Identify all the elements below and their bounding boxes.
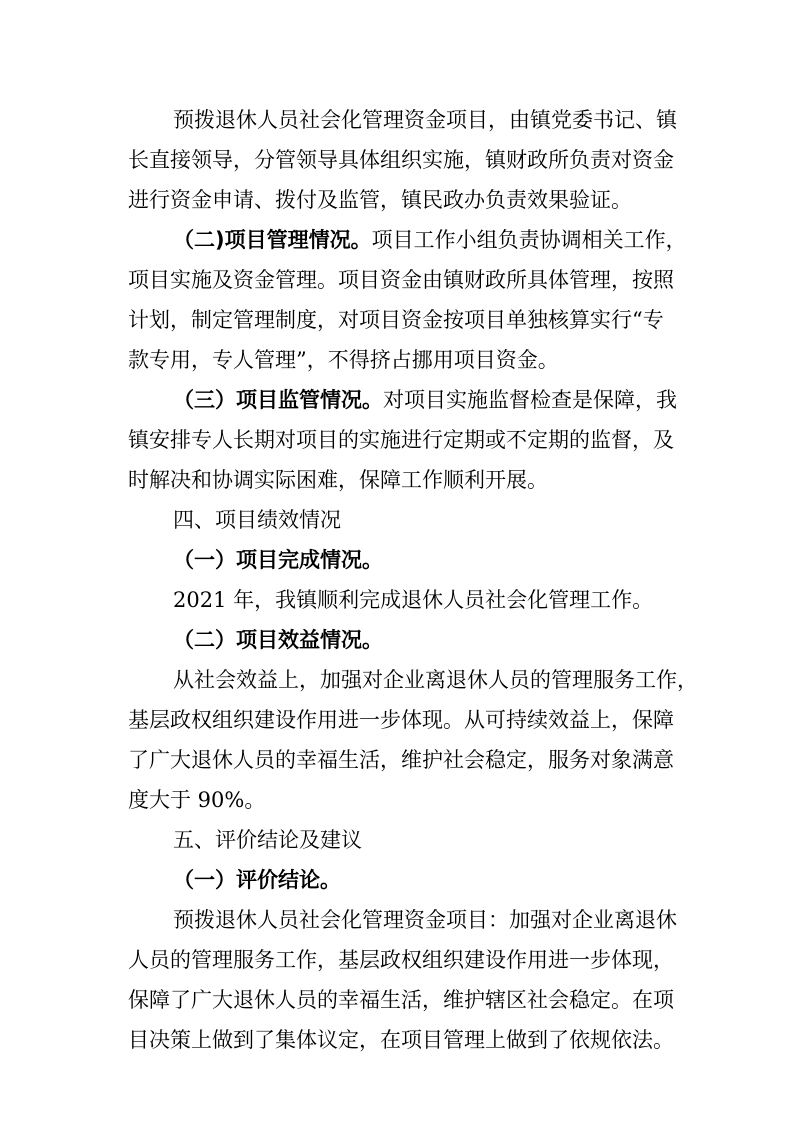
paragraph-line: 时解决和协调实际困难，保障工作顺利开展。	[128, 468, 548, 492]
paragraph-line: 了广大退休人员的幸福生活，维护社会稳定，服务对象满意	[128, 748, 674, 772]
subsection-heading: （一）项目完成情况。	[173, 548, 383, 572]
section-heading: 四、项目绩效情况	[173, 508, 341, 532]
paragraph-line: 进行资金申请、拨付及监管，镇民政办负责效果验证。	[128, 188, 632, 212]
paragraph-line: 长直接领导，分管领导具体组织实施，镇财政所负责对资金	[128, 148, 674, 172]
section-heading: 五、评价结论及建议	[173, 828, 362, 852]
paragraph-text: 项目工作小组负责协调相关工作，	[371, 228, 687, 252]
paragraph-line: 计划，制定管理制度，对项目资金按项目单独核算实行“专	[128, 308, 664, 332]
paragraph-line: 人员的管理服务工作，基层政权组织建设作用进一步体现，	[128, 948, 674, 972]
subsection-heading: （二）项目效益情况。	[173, 628, 383, 652]
inline-heading: （二)项目管理情况。	[173, 228, 372, 252]
paragraph-line	[173, 227, 687, 253]
subsection-heading: （一）评价结论。	[173, 868, 341, 892]
paragraph-line: 预拨退休人员社会化管理资金项目，由镇党委书记、镇	[173, 108, 677, 132]
paragraph-line: 度大于 90%。	[128, 788, 266, 812]
paragraph-line: 镇安排专人长期对项目的实施进行定期或不定期的监督，及	[128, 428, 674, 452]
paragraph-line: 预拨退休人员社会化管理资金项目：加强对企业离退休	[173, 908, 677, 932]
inline-heading: （三）项目监管情况。	[173, 388, 383, 412]
paragraph-line: 目决策上做到了集体议定，在项目管理上做到了依规依法。	[128, 1028, 674, 1052]
paragraph-line: 项目实施及资金管理。项目资金由镇财政所具体管理，按照	[128, 268, 674, 292]
paragraph-line: 从社会效益上，加强对企业离退休人员的管理服务工作，	[173, 668, 698, 692]
paragraph-line: 保障了广大退休人员的幸福生活，维护辖区社会稳定。在项	[128, 988, 674, 1012]
paragraph-line	[173, 387, 677, 413]
paragraph-text: 对项目实施监督检查是保障，我	[383, 388, 677, 412]
paragraph-line: 2021 年，我镇顺利完成退休人员社会化管理工作。	[173, 588, 654, 612]
paragraph-line: 款专用，专人管理”，不得挤占挪用项目资金。	[128, 348, 559, 372]
paragraph-line: 基层政权组织建设作用进一步体现。从可持续效益上，保障	[128, 708, 674, 732]
